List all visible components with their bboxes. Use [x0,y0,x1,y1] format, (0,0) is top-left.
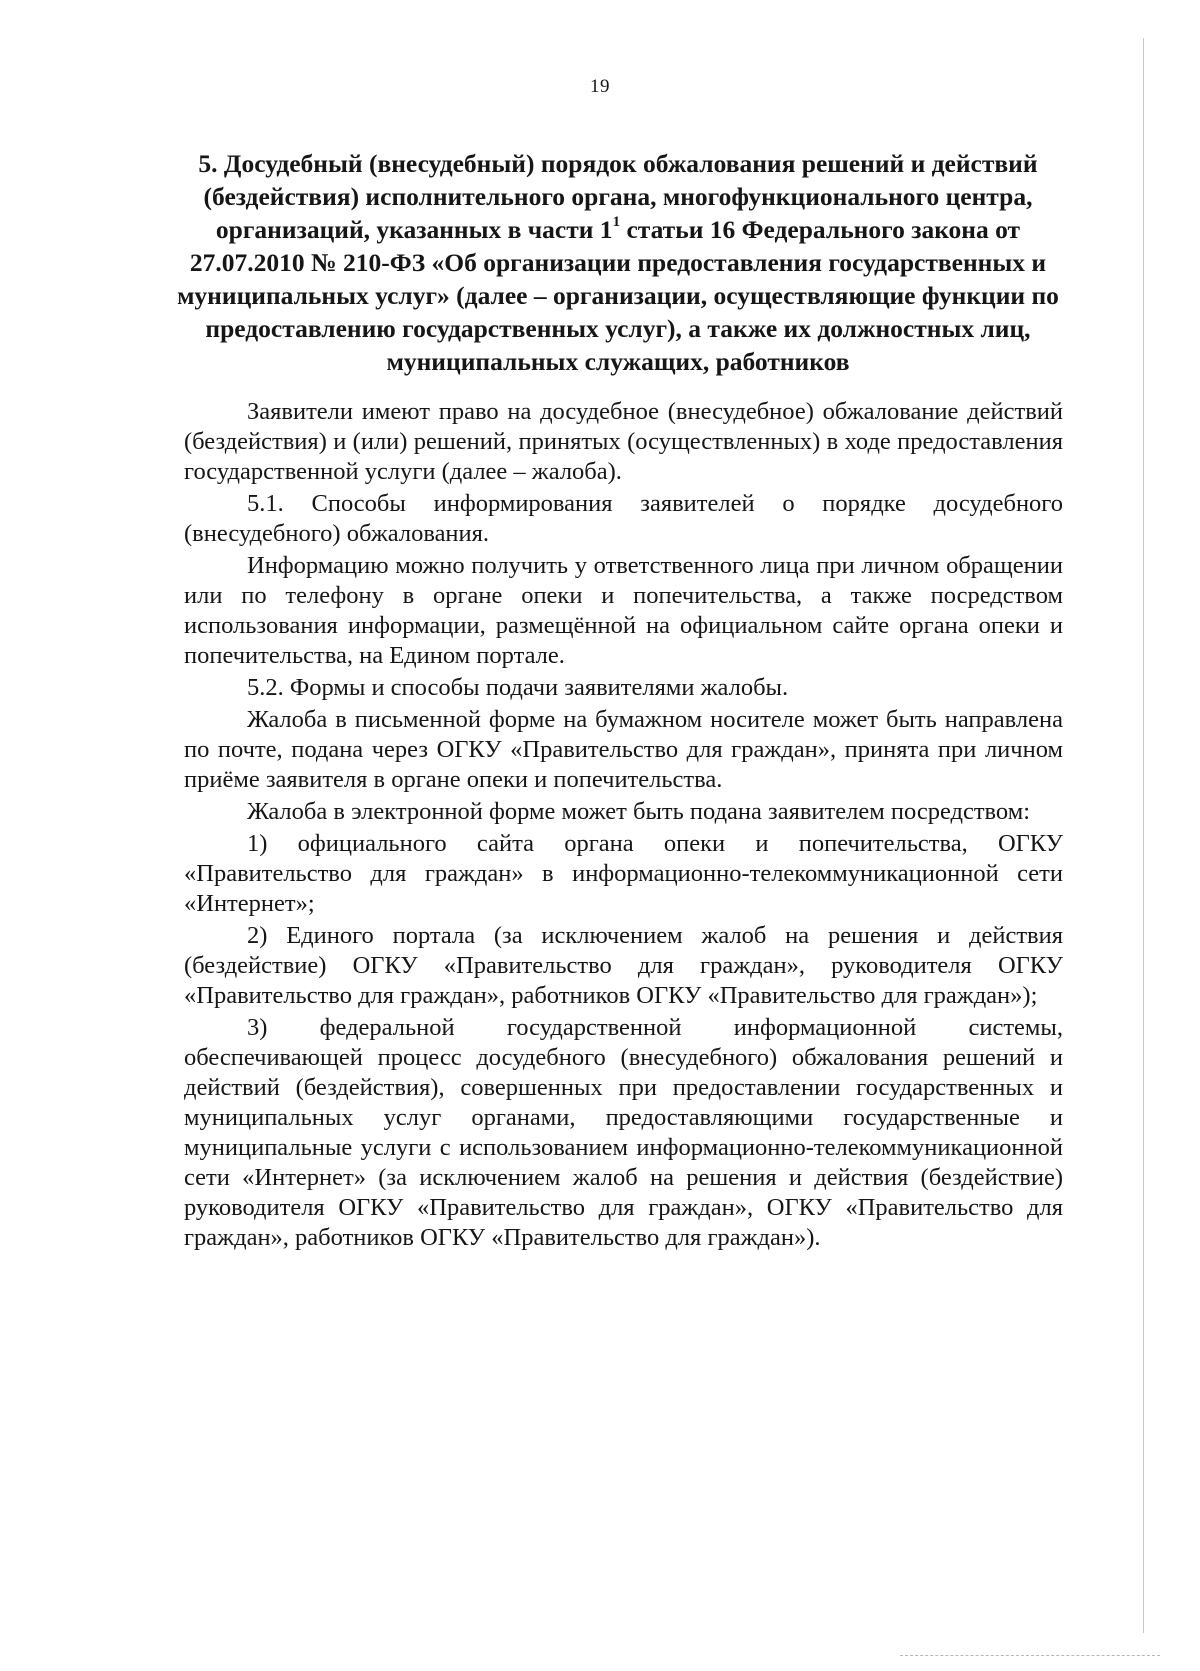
section-heading-superscript: 1 [612,214,621,230]
paragraph-information-sources: Информацию можно получить у ответственного лица при личном обращении или по телефону в органе опеки и попечительства, а также посредством использования информации, размещённой на официальном сайте органа опеки и попечительства, на Едином портале. [184,552,1063,669]
page-number: 19 [590,76,610,97]
paragraph-5-2-title: 5.2. Формы и способы подачи заявителями жалобы. [247,674,789,701]
scan-edge-line [1143,38,1144,1633]
list-item-official-site: 1) официального сайта органа опеки и попечительства, ОГКУ «Правительство для граждан» в информационно-телекоммуникационной сети «Интернет»; [184,830,1063,917]
list-item-single-portal: 2) Единого портала (за исключением жалоб на решения и действия (бездействие) ОГКУ «Правительство для граждан», руководителя ОГКУ «Правительство для граждан», работников ОГКУ «Правительство для граждан»); [184,922,1063,1009]
scan-bottom-marks [900,1655,1160,1657]
document-body [184,397,1063,1255]
paragraph-paper-complaint: Жалоба в письменной форме на бумажном носителе может быть направлена по почте, подана через ОГКУ «Правительство для граждан», принята при личном приёме заявителя в органе опеки и попечительства. [184,706,1063,793]
section-heading-text-start: 5. Досудебный (внесудебный) порядок обжалования решений и действий (бездействия) исполнительного органа, многофункционального центра, организаций, указанных в части 1 [198,149,1038,244]
paragraph-5-1-title: 5.1. Способы информирования заявителей о порядке досудебного (внесудебного) обжалования. [184,490,1063,547]
paragraph-electronic-complaint: Жалоба в электронной форме может быть подана заявителем посредством: [247,798,1031,825]
list-item-federal-system: 3) федеральной государственной информационной системы, обеспечивающей процесс досудебного (внесудебного) обжалования решений и действий (бездействия), совершенных при предоставлении государственных и муниципальных услуг органами, предоставляющими государственные и муниципальные услуги с использованием информационно-телекоммуникационной сети «Интернет» (за исключением жалоб на решения и действия (бездействие) руководителя ОГКУ «Правительство для граждан», ОГКУ «Правительство для граждан», работников ОГКУ «Правительство для граждан»). [184,1014,1063,1251]
paragraph-right-to-appeal: Заявители имеют право на досудебное (внесудебное) обжалование действий (бездействия) и (или) решений, принятых (осуществленных) в ходе предоставления государственной услуги (далее – жалоба). [184,398,1063,485]
section-heading-text-end: статьи 16 Федерального закона от 27.07.2010 № 210-ФЗ «Об организации предоставления государственных и муниципальных услуг» (далее – организации, осуществляющие функции по предоставлению государственных услуг), а также их должностных лиц, муниципальных служащих, работников [177,215,1059,376]
section-heading [172,147,1064,378]
